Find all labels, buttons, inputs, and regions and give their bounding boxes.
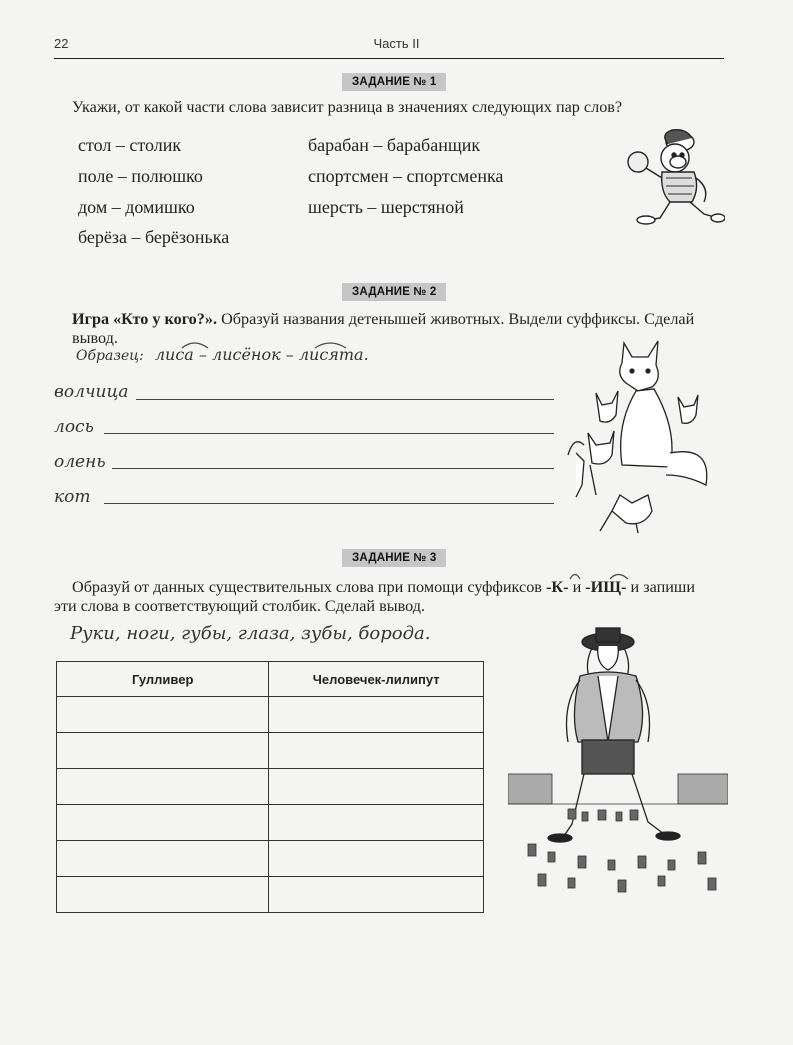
table-cell[interactable] xyxy=(269,877,484,913)
table-cell[interactable] xyxy=(269,697,484,733)
sample-text: лиса – лисёнок – лисята. xyxy=(154,345,369,364)
word-olen: олень xyxy=(54,452,106,472)
table-cell[interactable] xyxy=(57,733,269,769)
task2-instruction-text: Образуй названия детенышей животных. Выдели суффиксы. Сделай вывод. xyxy=(72,310,695,347)
answer-line-1[interactable] xyxy=(136,399,554,400)
task3-text-c: и запиши xyxy=(626,578,696,596)
pair-left-3: дом – домишко xyxy=(78,197,195,217)
pair-right-1: барабан – барабанщик xyxy=(308,135,481,155)
fox-family-illustration xyxy=(566,335,716,535)
sample-suffix-marks xyxy=(140,336,400,352)
task3-instruction-line1 xyxy=(72,578,732,597)
table-row xyxy=(57,733,484,769)
running-title: Часть II xyxy=(373,36,420,51)
task2-badge: ЗАДАНИЕ № 2 xyxy=(342,283,446,301)
table-cell[interactable] xyxy=(57,769,269,805)
task3-instruction-line2: эти слова в соответствующий столбик. Сделай вывод. xyxy=(54,597,426,615)
column-header-lilliputian: Человечек-лилипут xyxy=(269,662,484,697)
pair-right-2: спортсмен – спортсменка xyxy=(308,166,504,186)
pair-right-3: шерсть – шерстяной xyxy=(308,197,464,217)
sample-label: Образец: xyxy=(76,348,144,364)
gulliver-illustration xyxy=(508,624,728,896)
table-row xyxy=(57,769,484,805)
table-row xyxy=(57,697,484,733)
suffix-arcs xyxy=(560,568,640,580)
task1-badge: ЗАДАНИЕ № 1 xyxy=(342,73,446,91)
table-cell[interactable] xyxy=(269,733,484,769)
task3-badge: ЗАДАНИЕ № 3 xyxy=(342,549,446,567)
table-row xyxy=(57,805,484,841)
pair-left-2: поле – полюшко xyxy=(78,166,203,186)
task2-instruction-game-title: Игра «Кто у кого?». xyxy=(72,310,218,328)
answer-line-2[interactable] xyxy=(104,433,554,434)
table-cell[interactable] xyxy=(57,841,269,877)
pair-left-4: берёза – берёзонька xyxy=(78,227,230,247)
table-cell[interactable] xyxy=(269,805,484,841)
suffix-ishch: -ИЩ- xyxy=(585,578,627,596)
word-los: лось xyxy=(54,417,94,437)
answer-line-4[interactable] xyxy=(104,503,554,504)
task1-instruction: Укажи, от какой части слова зависит разница в значениях следующих пар слов? xyxy=(72,98,623,116)
table-row xyxy=(57,877,484,913)
table-cell[interactable] xyxy=(57,697,269,733)
column-header-gulliver: Гулливер xyxy=(57,662,269,697)
pair-left-1: стол – столик xyxy=(78,135,182,155)
table-cell[interactable] xyxy=(269,841,484,877)
word-volchitsa: волчица xyxy=(54,382,129,402)
task3-text-a: Образуй от данных существительных слова при помощи суффиксов xyxy=(72,578,546,596)
table-row xyxy=(57,841,484,877)
answer-line-3[interactable] xyxy=(112,468,554,469)
table-cell[interactable] xyxy=(269,769,484,805)
table-cell[interactable] xyxy=(57,877,269,913)
suffix-k: -К- xyxy=(546,578,569,596)
table-cell[interactable] xyxy=(57,805,269,841)
header-rule xyxy=(54,58,724,59)
word-kot: кот xyxy=(54,487,91,507)
page-number: 22 xyxy=(54,36,69,51)
answer-table xyxy=(56,661,484,913)
handwritten-word-list: Руки, ноги, губы, глаза, зубы, борода. xyxy=(70,623,431,644)
mickey-detective-illustration xyxy=(620,122,725,227)
task3-text-b: и xyxy=(568,578,586,596)
